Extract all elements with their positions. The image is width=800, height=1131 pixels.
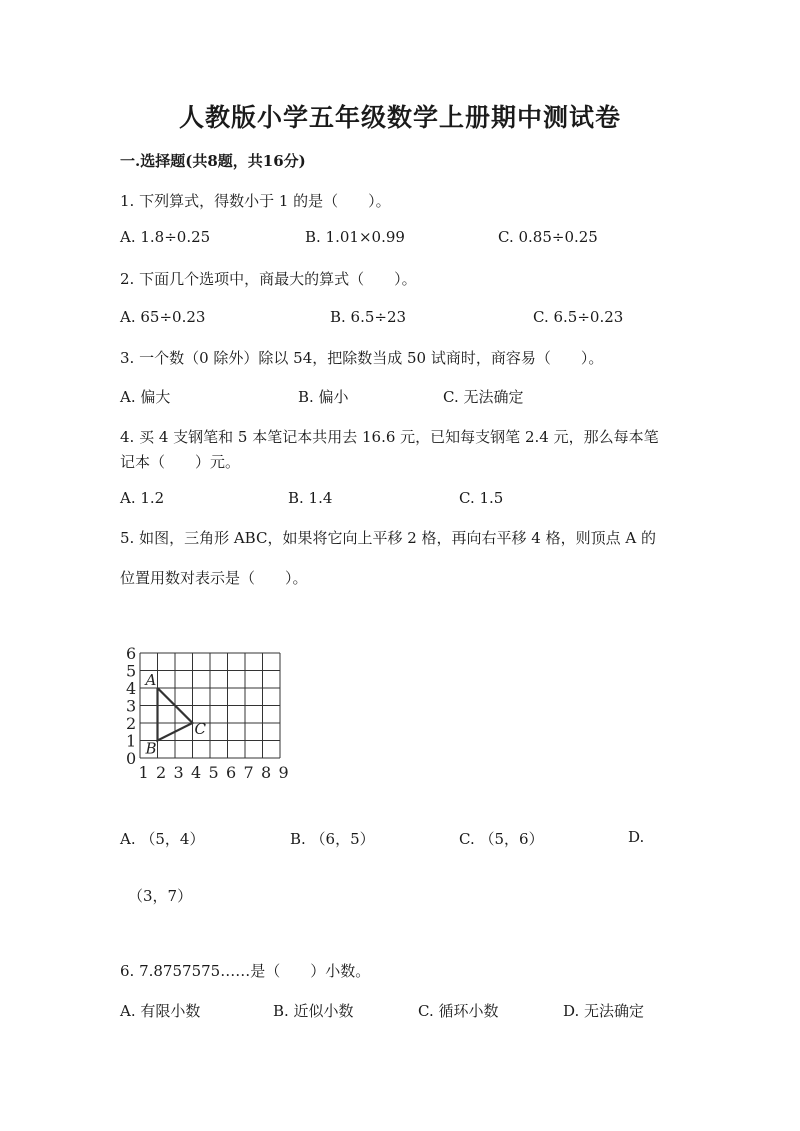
- question-4-option-b: B. 1.4: [288, 489, 333, 507]
- y-tick-label: 1: [126, 731, 137, 751]
- page-title: 人教版小学五年级数学上册期中测试卷: [178, 103, 621, 132]
- question-4-stem-line-2: 记本（ ）元。: [120, 453, 241, 471]
- vertex-label-c: C: [194, 720, 206, 738]
- question-4-stem-line-1: 4. 买 4 支钢笔和 5 本笔记本共用去 16.6 元，已知每支钢笔 2.4 元，那么每本笔: [120, 428, 659, 446]
- question-1-option-c: C. 0.85÷0.25: [498, 228, 598, 246]
- x-tick-label: 4: [191, 763, 202, 782]
- question-4-option-a: A. 1.2: [120, 489, 165, 507]
- question-3-stem: 3. 一个数（0 除外）除以 54，把除数当成 50 试商时，商容易（ ）。: [120, 349, 604, 367]
- x-tick-label: 2: [156, 763, 167, 782]
- coordinate-grid-figure: [120, 615, 320, 785]
- question-5-stem-line-1: 5. 如图，三角形 ABC，如果将它向上平移 2 格，再向右平移 4 格，则顶点 A 的: [120, 529, 656, 547]
- question-6-stem: 6. 7.8757575……是（ ）小数。: [120, 962, 371, 980]
- x-tick-label: 5: [208, 763, 219, 782]
- question-5-option-a: A. （5，4）: [120, 830, 205, 848]
- question-5-option-d-value: （3，7）: [128, 887, 193, 905]
- question-5-option-b: B. （6，5）: [290, 830, 375, 848]
- question-2-stem: 2. 下面几个选项中，商最大的算式（ ）。: [120, 270, 417, 288]
- y-tick-label: 2: [126, 714, 137, 733]
- y-tick-label: 5: [126, 661, 137, 681]
- x-tick-label: 6: [226, 763, 237, 782]
- question-3-option-a: A. 偏大: [120, 388, 171, 406]
- x-tick-label: 1: [138, 763, 149, 782]
- question-1-stem: 1. 下列算式，得数小于 1 的是（ ）。: [120, 192, 391, 210]
- y-tick-label: 6: [126, 644, 137, 663]
- y-tick-label: 0: [126, 749, 137, 768]
- question-5-stem-line-2: 位置用数对表示是（ ）。: [120, 569, 308, 587]
- question-2-option-b: B. 6.5÷23: [330, 308, 407, 326]
- question-6-option-b: B. 近似小数: [273, 1002, 354, 1020]
- question-1-option-b: B. 1.01×0.99: [305, 228, 405, 246]
- question-6-option-a: A. 有限小数: [120, 1002, 201, 1020]
- question-2-option-a: A. 65÷0.23: [120, 308, 206, 326]
- question-3-option-c: C. 无法确定: [443, 388, 524, 406]
- section-title: 一.选择题(共8题，共16分): [120, 152, 306, 170]
- question-6-option-c: C. 循环小数: [418, 1002, 499, 1020]
- y-tick-label: 4: [126, 679, 137, 698]
- vertex-label-b: B: [145, 739, 157, 758]
- question-4-option-c: C. 1.5: [459, 489, 504, 507]
- question-6-option-d: D. 无法确定: [563, 1002, 645, 1020]
- question-3-option-b: B. 偏小: [298, 388, 349, 406]
- x-tick-label: 9: [278, 763, 289, 782]
- x-tick-label: 3: [173, 763, 184, 782]
- question-5-option-d: D.: [628, 828, 645, 846]
- y-tick-label: 3: [126, 696, 137, 716]
- question-2-option-c: C. 6.5÷0.23: [533, 308, 624, 326]
- question-1-option-a: A. 1.8÷0.25: [120, 228, 211, 246]
- vertex-label-a: A: [145, 671, 157, 689]
- x-tick-label: 7: [243, 763, 254, 782]
- x-tick-label: 8: [261, 763, 272, 782]
- question-5-option-c: C. （5，6）: [459, 830, 544, 848]
